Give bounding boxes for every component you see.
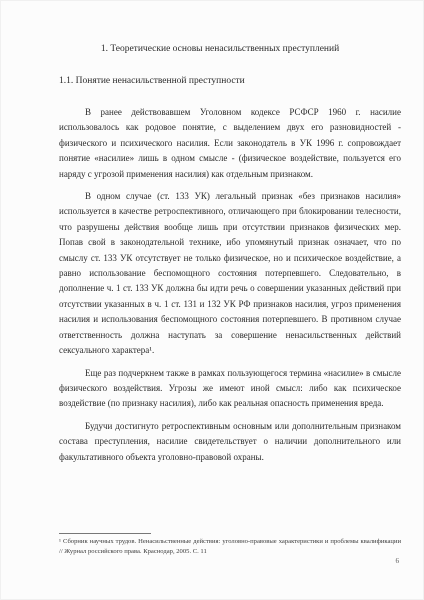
page-number: 6 xyxy=(395,557,399,565)
paragraph: Будучи достигнуто ретроспективным основным или дополнительным признаком состава преступления, насилие свидетельствует о наличии дополнительного или факультативного объекта уголовно-правовой охраны. xyxy=(59,420,401,462)
chapter-heading: 1. Теоретические основы ненасильственных преступлений xyxy=(100,44,340,54)
paragraph: Еще раз подчеркнем также в рамках пользующегося термина «насилие» в смысле физического воздействия. Угрозы же имеют иной смысл: либо как психическое воздействие (по признаку насилия), либо как реальная опасность применения вреда. xyxy=(59,367,401,409)
section-heading: 1.1. Понятие ненасильственной преступности xyxy=(59,76,245,86)
body-text xyxy=(59,105,401,472)
footnote: ¹ Сборник научных трудов. Ненасильственные действия: уголовно-правовые характеристики и проблемы квалификации // Журнал российского права. Краснодар, 2005. С. 11 xyxy=(59,538,401,555)
paragraph: В ранее действовавшем Уголовном кодексе РСФСР 1960 г. насилие использовалось как родовое понятие, с выделением двух его разновидностей - физического и психического насилия. Если законодатель в УК 1996 г. сопровождает понятие «насилие» лишь в одном смысле - (физическое воздействие, пользуется его наряду с угрозой применения насилия) как отдельным признаком. xyxy=(59,107,401,179)
footnote-divider xyxy=(59,533,151,534)
paragraph: В одном случае (ст. 133 УК) легальный признак «без признаков насилия» используется в качестве ретроспективного, отличающего при блокировании телесности, что разрушены действия вообще лишь при отсутствии признаков физических мер. Попав свой в законодательной технике, ибо упомянутый признак означает, что по смыслу ст. 133 УК отсутствует не только физическое, но и психическое воздействие, а равно использование беспомощного состояния потерпевшего. Следовательно, в дополнение ч. 1 ст. 133 УК должна бы идти речь о совершении указанных действий при отсутствии указанных в ч. 1 ст. 131 и 132 УК РФ признаков насилия, угроз применения насилия и использования беспомощного состояния потерпевшего. В противном случае ответственность должна наступать за совершение ненасильственных действий сексуального характера¹. xyxy=(59,191,401,356)
